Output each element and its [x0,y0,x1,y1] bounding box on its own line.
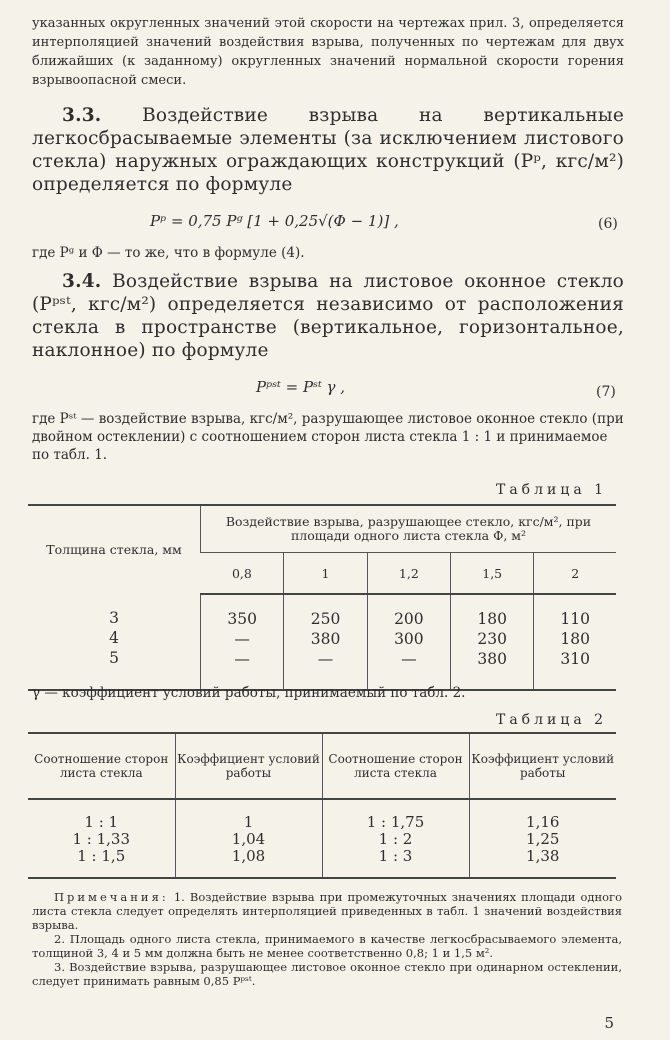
table-2-coefficient-header: Коэффициент условий работы [469,733,616,799]
section-3-3 [32,104,624,196]
note-1 [32,890,622,932]
formula-7: Pᵖˢᵗ = Pˢᵗ γ , [256,378,346,396]
formula-7-where: где Pˢᵗ — воздействие взрыва, кгс/м², разрушающее листовое оконное стекло (при двойном остеклении) с соотношением сторон листа стекла 1 : 1 и принимаемое по табл. 1. [32,411,624,463]
formula-7-number: (7) [596,384,616,400]
table-1-caption: Таблица 1 [496,482,608,498]
table-1-value-column: 110 180 310 [534,594,616,690]
table-1-thickness-header: Толщина стекла, мм [28,505,201,594]
section-3-4-text: Воздействие взрыва на листовое оконное стекло (Pᵖˢᵗ, кгс/м²) определяется независимо от расположения стекла в пространстве (вертикальное, горизонтальное, наклонное) по формуле [32,271,624,361]
table-2-ratio-column: 1 : 1,75 1 : 2 1 : 3 [322,799,469,878]
table-2-ratio-header: Соотношение сторон листа стекла [322,733,469,799]
table-1-value-column: 200 300 — [367,594,450,690]
table-2-caption: Таблица 2 [496,712,608,728]
table-1-group-header: Воздействие взрыва, разрушающее стекло, кгс/м², при площади одного листа стекла Φ, м² [201,505,617,553]
table-1 [28,504,616,691]
table-2-coefficient-column: 1,16 1,25 1,38 [469,799,616,878]
formula-6-where: где Pᵍ и Φ — то же, что в формуле (4). [32,245,305,261]
table-1-area-header: 0,8 [201,553,284,595]
formula-6-number: (6) [598,216,618,232]
formula-6: Pᵖ = 0,75 Pᵍ [1 + 0,25√(Φ − 1)] , [150,212,399,230]
intro-paragraph: указанных округленных значений этой скорости на чертежах прил. 3, определяется интерполяцией значений воздействия взрыва, полученных по чертежам для двух ближайших (к заданному) округленных значений нормальной скорости горения взрывоопасной смеси. [32,16,624,88]
section-3-4 [32,270,624,362]
table-1-value-column: 350 — — [201,594,284,690]
note-3: 3. Воздействие взрыва, разрушающее листовое оконное стекло при одинарном остеклении, следует принимать равным 0,85 Pᵖˢᵗ. [32,960,622,988]
table-1-area-header: 1,5 [451,553,534,595]
page-number: 5 [604,1014,614,1032]
table-1-value-column: 250 380 — [284,594,367,690]
table-2 [28,732,616,879]
table-2-coefficient-header: Коэффициент условий работы [175,733,322,799]
gamma-note: γ — коэффициент условий работы, принимаемый по табл. 2. [32,685,466,701]
table-2-ratio-column: 1 : 1 1 : 1,33 1 : 1,5 [28,799,175,878]
section-3-3-number: 3.3. [62,105,102,126]
table-1-area-header: 1,2 [367,553,450,595]
note-2: 2. Площадь одного листа стекла, принимаемого в качестве легкосбрасываемого элемента, толщиной 3, 4 и 5 мм должна быть не менее соответственно 0,8; 1 и 1,5 м². [32,932,622,960]
table-1-area-header: 1 [284,553,367,595]
section-3-3-text: Воздействие взрыва на вертикальные легкосбрасываемые элементы (за исключением листового стекла) наружных ограждающих конструкций (Pᵖ, кгс/м²) определяется по формуле [32,105,624,195]
table-2-ratio-header: Соотношение сторон листа стекла [28,733,175,799]
notes-block [32,890,622,988]
table-2-coefficient-column: 1 1,04 1,08 [175,799,322,878]
section-3-4-number: 3.4. [62,271,102,292]
table-1-thickness-column: 3 4 5 [28,594,201,690]
table-1-area-header: 2 [534,553,616,595]
notes-label: Примечания: [54,890,169,904]
table-1-value-column: 180 230 380 [451,594,534,690]
note-1-text: 1. Воздействие взрыва при промежуточных значениях площади одного листа стекла следует определять интерполяцией приведенных в табл. 1 значений воздействия взрыва. [32,890,623,932]
